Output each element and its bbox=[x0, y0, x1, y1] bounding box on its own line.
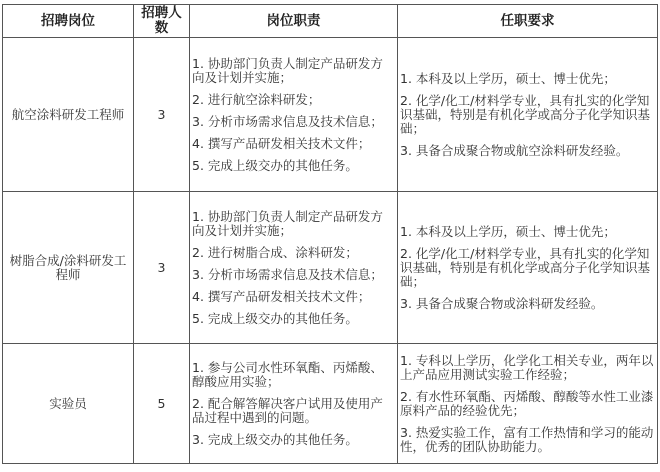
duties-cell bbox=[190, 344, 398, 464]
duty-item: 2. 配合解答解决客户试用及使用产品过程中遇到的问题。 bbox=[192, 395, 383, 425]
recruitment-table bbox=[2, 4, 658, 464]
position-cell: 航空涂料研发工程师 bbox=[3, 38, 134, 192]
duty-item: 3. 分析市场需求信息及技术信息； bbox=[192, 266, 383, 282]
requirement-item: 3. 具备合成聚合物或涂料研发经验。 bbox=[400, 295, 604, 311]
requirements-cell bbox=[398, 38, 658, 192]
duties-cell bbox=[190, 192, 398, 344]
duty-item: 5. 完成上级交办的其他任务。 bbox=[192, 310, 358, 326]
duty-item: 2. 进行树脂合成、涂料研发； bbox=[192, 244, 358, 260]
duty-item: 1. 协助部门负责人制定产品研发方向及计划并实施； bbox=[192, 208, 383, 238]
header-duties: 岗位职责 bbox=[190, 5, 398, 38]
position-cell: 实验员 bbox=[3, 344, 134, 464]
duty-item: 3. 分析市场需求信息及技术信息； bbox=[192, 113, 383, 129]
duties-cell bbox=[190, 38, 398, 192]
header-requirements: 任职要求 bbox=[398, 5, 658, 38]
duty-item: 4. 撰写产品研发相关技术文件； bbox=[192, 135, 371, 151]
position-cell: 树脂合成/涂料研发工程师 bbox=[3, 192, 134, 344]
table-row bbox=[3, 38, 658, 192]
requirement-item: 1. 专科以上学历，化学化工相关专业，两年以上产品应用测试实验工作经验； bbox=[400, 352, 654, 382]
header-count: 招聘人数 bbox=[134, 5, 190, 38]
table-row bbox=[3, 344, 658, 464]
requirement-item: 2. 化学/化工/材料学专业，具有扎实的化学知识基础，特别是有机化学或高分子化学知识基础； bbox=[400, 92, 651, 136]
duty-item: 1. 参与公司水性环氧酯、丙烯酸、醇酸应用实验； bbox=[192, 359, 383, 389]
header-position: 招聘岗位 bbox=[3, 5, 134, 38]
requirement-item: 3. 热爱实验工作，富有工作热情和学习的能动性，优秀的团队协助能力。 bbox=[400, 424, 654, 454]
header-row bbox=[3, 5, 658, 38]
duty-item: 4. 撰写产品研发相关技术文件； bbox=[192, 288, 371, 304]
requirement-item: 1. 本科及以上学历，硕士、博士优先； bbox=[400, 223, 616, 239]
requirement-item: 2. 有水性环氧酯、丙烯酸、醇酸等水性工业漆原料产品的经验优先； bbox=[400, 388, 654, 418]
requirement-item: 3. 具备合成聚合物或航空涂料研发经验。 bbox=[400, 142, 629, 158]
duty-item: 2. 进行航空涂料研发； bbox=[192, 91, 321, 107]
requirements-cell bbox=[398, 344, 658, 464]
table-row bbox=[3, 192, 658, 344]
requirements-cell bbox=[398, 192, 658, 344]
count-cell: 5 bbox=[134, 344, 190, 464]
count-cell: 3 bbox=[134, 192, 190, 344]
duty-item: 3. 完成上级交办的其他任务。 bbox=[192, 431, 358, 447]
requirement-item: 2. 化学/化工/材料学专业，具有扎实的化学知识基础，特别是有机化学或高分子化学知识基础； bbox=[400, 245, 651, 289]
duty-item: 1. 协助部门负责人制定产品研发方向及计划并实施； bbox=[192, 55, 383, 85]
count-cell: 3 bbox=[134, 38, 190, 192]
requirement-item: 1. 本科及以上学历，硕士、博士优先； bbox=[400, 70, 616, 86]
duty-item: 5. 完成上级交办的其他任务。 bbox=[192, 157, 358, 173]
